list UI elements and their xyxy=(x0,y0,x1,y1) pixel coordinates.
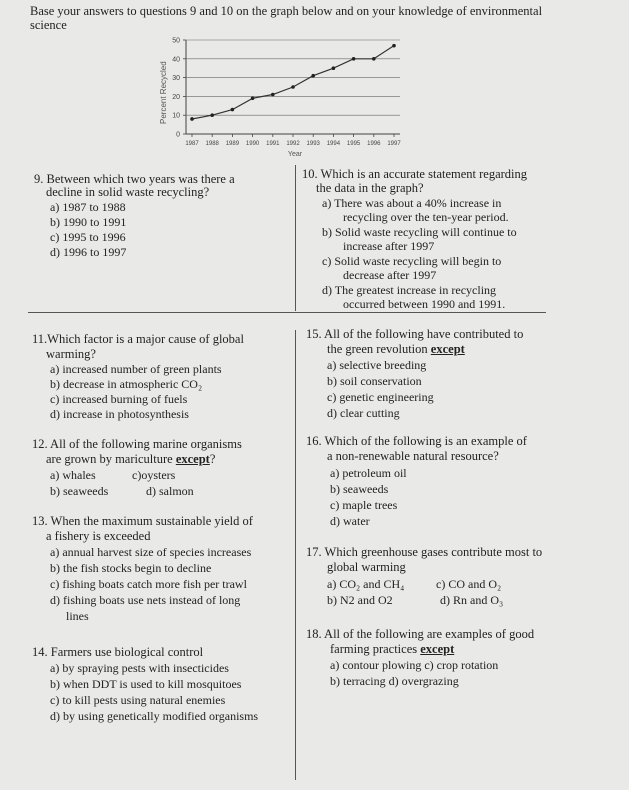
q18-options-row-1[interactable]: a) contour plowing c) crop rotation xyxy=(330,658,499,672)
y-axis-label: Percent Recycled xyxy=(159,61,168,124)
data-point xyxy=(291,85,295,89)
y-tick-label: 0 xyxy=(176,131,180,139)
q9-option-c[interactable]: c) 1995 to 1996 xyxy=(50,230,126,244)
q11-option-b[interactable]: b) decrease in atmospheric CO₂ xyxy=(50,377,203,391)
q11-option-c[interactable]: c) increased burning of fuels xyxy=(50,392,188,406)
q18-except: except xyxy=(420,642,455,656)
x-tick-label: 1995 xyxy=(346,141,361,147)
x-tick-label: 1991 xyxy=(266,141,280,147)
q18-options-row-2[interactable]: b) terracing d) overgrazing xyxy=(330,674,459,688)
q16-stem-1: 16. Which of the following is an example of xyxy=(306,434,527,448)
q10-option-b-cont: increase after 1997 xyxy=(343,239,435,253)
y-tick-label: 30 xyxy=(172,75,180,83)
q13-option-a[interactable]: a) annual harvest size of species increases xyxy=(50,545,252,559)
x-axis-label: Year xyxy=(287,151,303,158)
q13-option-b[interactable]: b) the fish stocks begin to decline xyxy=(50,561,212,575)
q10-option-c-cont: decrease after 1997 xyxy=(343,268,437,282)
q13-stem-2: a fishery is exceeded xyxy=(46,529,151,543)
q14-option-c[interactable]: c) to kill pests using natural enemies xyxy=(50,693,226,707)
q16-option-c[interactable]: c) maple trees xyxy=(330,498,398,512)
q15-option-a[interactable]: a) selective breeding xyxy=(327,358,427,372)
q10-stem-2: the data in the graph? xyxy=(316,181,424,195)
q12-stem-1: 12. All of the following marine organisms xyxy=(32,437,242,451)
data-point xyxy=(352,57,356,61)
q14-option-d[interactable]: d) by using genetically modified organisms xyxy=(50,709,259,723)
q14-option-b[interactable]: b) when DDT is used to kill mosquitoes xyxy=(50,677,242,691)
recycling-line-chart xyxy=(150,32,410,162)
data-point xyxy=(190,117,194,121)
q15-option-d[interactable]: d) clear cutting xyxy=(327,406,400,420)
x-tick-label: 1993 xyxy=(306,141,320,147)
q16-option-b[interactable]: b) seaweeds xyxy=(330,482,389,496)
q12-option-c[interactable]: c)oysters xyxy=(132,468,176,482)
q9-option-a[interactable]: a) 1987 to 1988 xyxy=(50,200,126,214)
q9-option-b[interactable]: b) 1990 to 1991 xyxy=(50,215,127,229)
q10-stem-1: 10. Which is an accurate statement regarding xyxy=(302,167,528,181)
q10-option-d[interactable]: d) The greatest increase in recycling xyxy=(322,283,497,297)
q15-except: except xyxy=(430,342,465,356)
q12-option-d[interactable]: d) salmon xyxy=(146,484,194,498)
q9-stem-1: 9. Between which two years was there a xyxy=(34,172,235,186)
q13-option-d-cont: lines xyxy=(66,609,89,623)
y-tick-label: 50 xyxy=(172,37,180,45)
q11-stem-2: warming? xyxy=(46,347,96,361)
q17-option-d[interactable]: d) Rn and O₃ xyxy=(440,593,504,607)
q15-option-b[interactable]: b) soil conservation xyxy=(327,374,422,388)
q17-option-b[interactable]: b) N2 and O2 xyxy=(327,593,393,607)
y-tick-label: 20 xyxy=(172,93,180,101)
x-tick-label: 1990 xyxy=(245,141,260,147)
intro-line-1: Base your answers to questions 9 and 10 on the graph below and on your knowledge of environmental xyxy=(30,4,543,18)
q15-option-c[interactable]: c) genetic engineering xyxy=(327,390,434,404)
q10-option-b[interactable]: b) Solid waste recycling will continue to xyxy=(322,225,517,239)
q9-option-d[interactable]: d) 1996 to 1997 xyxy=(50,245,127,259)
q12-option-a[interactable]: a) whales xyxy=(50,468,96,482)
q13-stem-1: 13. When the maximum sustainable yield of xyxy=(32,514,253,528)
section-divider xyxy=(28,312,546,313)
q10-option-c[interactable]: c) Solid waste recycling will begin to xyxy=(322,254,502,268)
q11-option-a[interactable]: a) increased number of green plants xyxy=(50,362,222,376)
q18-stem-2: farming practices except xyxy=(330,642,455,656)
q14-stem: 14. Farmers use biological control xyxy=(32,645,204,659)
q17-option-a[interactable]: a) CO₂ and CH₄ xyxy=(327,577,405,591)
q16-stem-2: a non-renewable natural resource? xyxy=(327,449,499,463)
q12-stem-2: are grown by mariculture except? xyxy=(46,452,216,466)
q13-option-d[interactable]: d) fishing boats use nets instead of long xyxy=(50,593,241,607)
q17-stem-2: global warming xyxy=(327,560,406,574)
series-line xyxy=(192,46,394,119)
intro-line-2: science xyxy=(30,18,67,32)
q10-option-d-cont: occurred between 1990 and 1991. xyxy=(343,297,506,311)
x-tick-label: 1989 xyxy=(225,141,240,147)
data-point xyxy=(210,113,214,117)
q16-option-d[interactable]: d) water xyxy=(330,514,370,528)
q9-stem-2: decline in solid waste recycling? xyxy=(46,185,210,199)
y-tick-label: 40 xyxy=(172,56,180,64)
q11-option-d[interactable]: d) increase in photosynthesis xyxy=(50,407,189,421)
data-point xyxy=(231,108,235,112)
data-point xyxy=(372,57,376,61)
data-point xyxy=(332,66,336,70)
q18-stem-1: 18. All of the following are examples of good xyxy=(306,627,535,641)
data-point xyxy=(271,93,275,97)
q10-option-a-cont: recycling over the ten-year period. xyxy=(343,210,509,224)
q12-except: except xyxy=(175,452,210,466)
y-tick-label: 10 xyxy=(172,112,180,120)
data-point xyxy=(311,74,315,78)
q13-option-c[interactable]: c) fishing boats catch more fish per trawl xyxy=(50,577,247,591)
q15-stem-2: the green revolution except xyxy=(327,342,465,356)
q11-stem-1: 11.Which factor is a major cause of global xyxy=(32,332,244,346)
q15-stem-1: 15. All of the following have contributed to xyxy=(306,327,524,341)
q10-option-a[interactable]: a) There was about a 40% increase in xyxy=(322,196,502,210)
x-tick-label: 1992 xyxy=(286,141,300,147)
column-divider-top xyxy=(295,165,296,311)
x-tick-label: 1994 xyxy=(326,141,341,147)
q17-option-c[interactable]: c) CO and O₂ xyxy=(436,577,502,591)
data-point xyxy=(251,96,255,100)
q14-option-a[interactable]: a) by spraying pests with insecticides xyxy=(50,661,229,675)
column-divider-bottom xyxy=(295,330,296,780)
x-tick-label: 1987 xyxy=(185,141,199,147)
q16-option-a[interactable]: a) petroleum oil xyxy=(330,466,407,480)
x-tick-label: 1997 xyxy=(387,141,401,147)
q12-option-b[interactable]: b) seaweeds xyxy=(50,484,109,498)
x-tick-label: 1996 xyxy=(367,141,381,147)
q17-stem-1: 17. Which greenhouse gases contribute most to xyxy=(306,545,543,559)
data-point xyxy=(392,44,396,48)
x-tick-label: 1988 xyxy=(205,141,219,147)
